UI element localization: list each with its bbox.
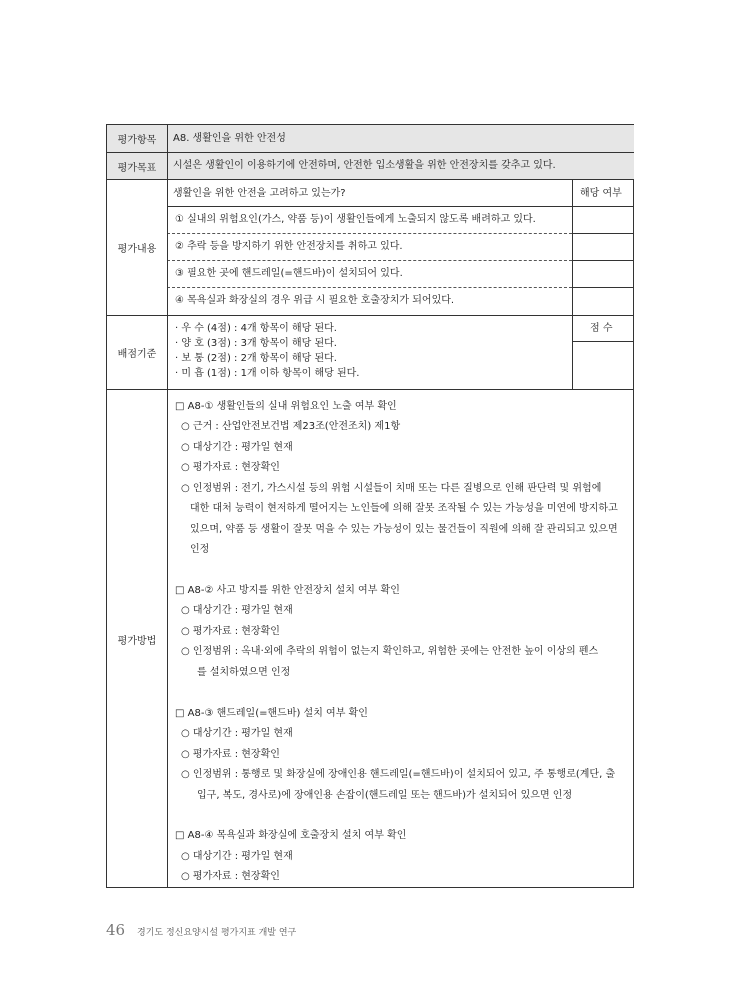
row-divider: [572, 287, 634, 288]
scoring-label-cell: [107, 316, 167, 389]
method-line: 를 설치하였으면 인정: [197, 667, 291, 678]
item-value: A8. 생활인을 위한 안전성: [173, 133, 286, 144]
method-line: 대한 대처 능력이 현저하게 떨어지는 노인들에 의해 잘못 조작될 수 있는 가능성을 미연에 방지하고: [190, 503, 618, 514]
content-item-2: ② 추락 등을 방지하기 위한 안전장치를 취하고 있다.: [175, 241, 403, 252]
row-divider: [107, 179, 634, 180]
method-line: ○ 대상기간 : 평가일 현재: [181, 851, 293, 862]
goal-label-cell: [107, 153, 167, 179]
row-divider: [167, 206, 634, 207]
method-line: □ A8-④ 목욕실과 화장실에 호출장치 설치 여부 확인: [175, 830, 407, 841]
column-divider: [572, 316, 573, 389]
dashed-divider: [167, 287, 572, 288]
method-line: ○ 인정범위 : 옥내·외에 추락의 위험이 없는지 확인하고, 위험한 곳에는 안전한 높이 이상의 펜스: [181, 646, 599, 657]
scoring-label: 배점기준: [117, 349, 157, 360]
method-line: ○ 평가자료 : 현장확인: [181, 749, 280, 760]
score-header-divider: [572, 341, 634, 342]
evaluation-table: [106, 124, 634, 888]
goal-value-cell: [167, 153, 634, 179]
row-divider: [572, 260, 634, 261]
scoring-line-2: · 양 호 (3점) : 3개 항목이 해당 된다.: [175, 338, 337, 349]
goal-label: 평가목표: [117, 162, 157, 174]
method-line: 입구, 복도, 경사로)에 장애인용 손잡이(핸드레일 또는 핸드바)가 설치되어 있으면 인정: [197, 790, 573, 801]
row-divider: [107, 315, 634, 316]
page-number: 46: [106, 921, 126, 939]
score-header: 점 수: [590, 323, 613, 334]
label-column-divider: [167, 125, 168, 887]
method-line: ○ 평가자료 : 현장확인: [181, 871, 280, 882]
scoring-line-3: · 보 통 (2점) : 2개 항목이 해당 된다.: [175, 353, 337, 364]
column-divider: [572, 180, 573, 315]
applicable-header: 해당 여부: [580, 188, 622, 199]
item-value-cell: [167, 125, 634, 152]
content-item-1: ① 실내의 위험요인(가스, 약품 등)이 생활인들에게 노출되지 않도록 배려하고 있다.: [175, 214, 536, 225]
item-label: 평가항목: [117, 135, 157, 146]
method-label-cell: [107, 390, 167, 889]
content-item-4: ④ 목욕실과 화장실의 경우 위급 시 필요한 호출장치가 되어있다.: [175, 295, 455, 306]
method-line: ○ 인정범위 : 전기, 가스시설 등의 위험 시설들이 치매 또는 다른 질병으로 인해 판단력 및 위험에: [181, 483, 602, 494]
method-line: 있으며, 약품 등 생활이 잘못 먹을 수 있는 가능성이 있는 물건들이 직원에 의해 잘 관리되고 있으면: [190, 524, 618, 535]
method-line: 인정: [190, 544, 210, 555]
content-label-cell: [107, 180, 167, 315]
row-divider: [107, 389, 634, 390]
content-question: 생활인을 위한 안전을 고려하고 있는가?: [173, 188, 346, 199]
dashed-divider: [167, 260, 572, 261]
dashed-divider: [167, 233, 572, 234]
method-line: ○ 대상기간 : 평가일 현재: [181, 605, 293, 616]
method-line: ○ 대상기간 : 평가일 현재: [181, 442, 293, 453]
method-line: ○ 대상기간 : 평가일 현재: [181, 728, 293, 739]
footer-title: 경기도 정신요양시설 평가지표 개발 연구: [137, 928, 297, 938]
scoring-line-4: · 미 흡 (1점) : 1개 이하 항목이 해당 된다.: [175, 368, 360, 379]
row-divider: [572, 233, 634, 234]
content-label: 평가내용: [117, 244, 157, 255]
content-item-3: ③ 필요한 곳에 핸드레일(=핸드바)이 설치되어 있다.: [175, 268, 403, 279]
method-label: 평가방법: [117, 636, 157, 647]
method-line: □ A8-② 사고 방지를 위한 안전장치 설치 여부 확인: [175, 585, 400, 596]
method-line: ○ 인정범위 : 통행로 및 화장실에 장애인용 핸드레일(=핸드바)이 설치되어 있고, 주 통행로(계단, 출: [181, 769, 616, 780]
item-label-cell: [107, 125, 167, 152]
method-line: □ A8-③ 핸드레일(=핸드바) 설치 여부 확인: [175, 708, 368, 719]
scoring-line-1: · 우 수 (4점) : 4개 항목이 해당 된다.: [175, 323, 337, 334]
method-line: ○ 평가자료 : 현장확인: [181, 626, 280, 637]
method-line: ○ 근거 : 산업안전보건법 제23조(안전조치) 제1항: [181, 421, 401, 432]
goal-value: 시설은 생활인이 이용하기에 안전하며, 안전한 입소생활을 위한 안전장치를 갖추고 있다.: [173, 160, 556, 171]
method-line: ○ 평가자료 : 현장확인: [181, 462, 280, 473]
method-line: □ A8-① 생활인들의 실내 위험요인 노출 여부 확인: [175, 401, 397, 412]
